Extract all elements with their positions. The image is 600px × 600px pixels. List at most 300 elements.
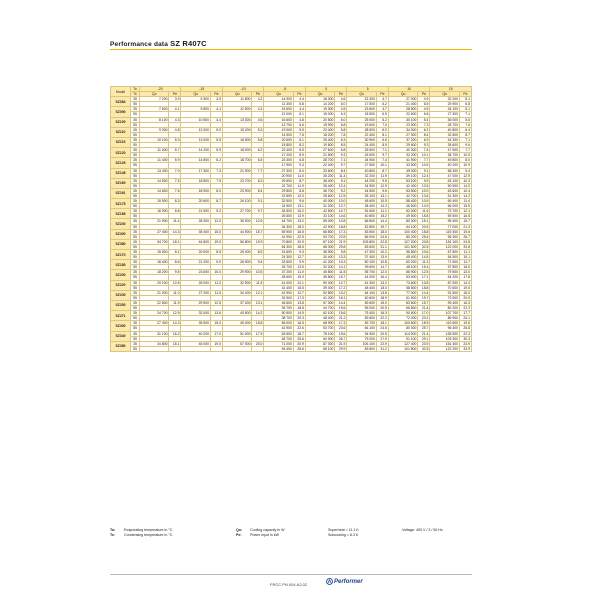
pe-cell: 10.3 — [335, 260, 347, 265]
qo-cell: 34 400 — [222, 290, 251, 295]
pe-cell: 13.1 — [252, 300, 264, 305]
pe-cell: 5.2 — [376, 117, 388, 122]
pe-cell: 19.6 — [335, 306, 347, 311]
pe-cell: 18.0 — [376, 229, 388, 234]
pe-cell: 28.6 — [293, 346, 305, 351]
qo-cell: 42 900 — [264, 326, 293, 331]
performance-table — [110, 86, 472, 352]
pe-cell: 11.9 — [293, 183, 305, 188]
pe-header: Pe — [376, 92, 388, 97]
qo-cell: 15 500 — [140, 250, 169, 255]
qo-cell: 10 500 — [181, 117, 210, 122]
pe-cell: 18.8 — [293, 306, 305, 311]
tc-cell: 55 — [131, 275, 140, 280]
tc-header: Tc — [131, 92, 140, 97]
pe-cell: 9.8 — [335, 250, 347, 255]
tc-cell: 55 — [131, 214, 140, 219]
qo-cell: 27 000 — [388, 97, 417, 102]
title-rule — [110, 49, 472, 50]
qo-cell: 19 300 — [305, 107, 334, 112]
qo-cell: 30 100 — [388, 117, 417, 122]
qo-cell: 41 000 — [264, 280, 293, 285]
qo-cell: 38 700 — [430, 153, 460, 158]
pe-cell: 15.1 — [418, 219, 430, 224]
qo-cell: 47 300 — [347, 250, 376, 255]
tc-cell: 35 — [131, 199, 140, 204]
qo-cell: 14 200 — [305, 102, 334, 107]
qo-cell: 32 800 — [430, 132, 460, 137]
qo-cell: 9 800 — [181, 107, 210, 112]
qo-cell: 19 800 — [305, 143, 334, 148]
pe-cell: 13.6 — [210, 311, 222, 316]
qo-cell: 39 600 — [347, 265, 376, 270]
pe-cell: 12.1 — [460, 209, 472, 214]
pe-cell: 11.4 — [460, 199, 472, 204]
qo-cell: 54 500 — [430, 255, 460, 260]
qo-cell: 32 200 — [430, 97, 460, 102]
pe-cell: 17.3 — [293, 295, 305, 300]
pe-cell: 31.1 — [376, 244, 388, 249]
qo-cell: 41 200 — [305, 295, 334, 300]
qo-cell: 14 500 — [264, 132, 293, 137]
tc-cell: 35 — [131, 239, 140, 244]
model-cell: SZ240 — [111, 219, 131, 229]
qo-cell: 122 000 — [430, 244, 460, 249]
pe-cell: 7.1 — [460, 112, 472, 117]
qo-cell: 44 700 — [264, 219, 293, 224]
qo-cell: 119 500 — [430, 321, 460, 326]
qo-cell: 18 800 — [181, 178, 210, 183]
qo-cell: 42 900 — [264, 290, 293, 295]
pe-cell: 4.1 — [169, 107, 181, 112]
pe-cell: 30.3 — [460, 336, 472, 341]
qo-cell: 23 600 — [347, 107, 376, 112]
model-cell: SZ271 — [111, 311, 131, 321]
qo-cell: 26 100 — [222, 199, 251, 204]
pe-cell: 10.2 — [376, 250, 388, 255]
pe-cell: 13.9 — [376, 255, 388, 260]
qo-cell: 61 300 — [347, 280, 376, 285]
pe-cell: 12.5 — [335, 193, 347, 198]
qo-cell: 101 800 — [388, 346, 417, 351]
qo-cell: 107 700 — [430, 311, 460, 316]
pe-cell: 7.6 — [460, 122, 472, 127]
qo-cell: 17 500 — [347, 102, 376, 107]
qo-cell: 34 800 — [140, 341, 169, 346]
pe-cell: 14.4 — [376, 219, 388, 224]
qo-cell: 24 400 — [347, 143, 376, 148]
qo-cell: 11 300 — [264, 102, 293, 107]
pe-cell: 18.1 — [335, 295, 347, 300]
qo-header: Qo — [305, 92, 334, 97]
qo-cell: 73 900 — [430, 295, 460, 300]
pe-cell: 6.5 — [293, 148, 305, 153]
qo-cell: 23 700 — [222, 178, 251, 183]
qo-cell: 35 800 — [305, 275, 334, 280]
footer-rule — [110, 574, 472, 575]
qo-cell: 49 000 — [388, 168, 417, 173]
qo-cell: 25 900 — [430, 102, 460, 107]
pe-cell: 5.4 — [418, 117, 430, 122]
model-cell: SZ120 — [111, 148, 131, 158]
pe-cell: 12.0 — [210, 219, 222, 224]
pe-cell: 29.8 — [335, 244, 347, 249]
qo-cell: 28 300 — [181, 219, 210, 224]
qo-cell: 45 800 — [305, 270, 334, 275]
qo-cell: 55 700 — [347, 270, 376, 275]
legend-superheat: Superheat = 11.1 K — [328, 528, 359, 532]
qo-cell: 49 500 — [388, 214, 417, 219]
qo-cell: 26 200 — [305, 173, 334, 178]
qo-cell: 48 400 — [347, 285, 376, 290]
pe-cell: 7.0 — [376, 122, 388, 127]
pe-cell: 29.9 — [335, 346, 347, 351]
pe-cell: 13.8 — [418, 280, 430, 285]
qo-cell: 31 200 — [305, 204, 334, 209]
qo-cell: 44 000 — [347, 275, 376, 280]
pe-cell: 21.9 — [335, 341, 347, 346]
qo-cell: 62 000 — [388, 209, 417, 214]
pe-cell: 14.4 — [418, 290, 430, 295]
pe-header: Pe — [335, 92, 347, 97]
qo-cell: 39 400 — [305, 285, 334, 290]
pe-cell: 16.0 — [460, 265, 472, 270]
pe-cell: 9.2 — [210, 209, 222, 214]
pe-cell: 15.0 — [293, 275, 305, 280]
qo-cell: 30 400 — [305, 255, 334, 260]
tc-cell: 35 — [131, 127, 140, 132]
qo-cell: 33 500 — [264, 260, 293, 265]
temp-header: -5 — [264, 87, 306, 92]
pe-header: Pe — [460, 92, 472, 97]
pe-cell: 16.4 — [376, 275, 388, 280]
pe-cell: 6.2 — [376, 102, 388, 107]
pe-cell: 23.6 — [335, 326, 347, 331]
pe-cell: 20.5 — [418, 224, 430, 229]
qo-cell: 23 400 — [305, 127, 334, 132]
pe-cell: 5.5 — [210, 137, 222, 142]
qo-cell: 8 100 — [140, 117, 169, 122]
pe-cell: 6.8 — [418, 112, 430, 117]
tc-cell: 55 — [131, 336, 140, 341]
qo-cell: 66 000 — [347, 234, 376, 239]
qo-cell: 40 300 — [388, 148, 417, 153]
pe-cell: 6.2 — [252, 148, 264, 153]
pe-cell: 20.9 — [293, 341, 305, 346]
pe-cell: 15.1 — [460, 255, 472, 260]
qo-cell: 40 800 — [430, 127, 460, 132]
qo-cell: 30 900 — [347, 137, 376, 142]
pe-cell: 6.1 — [293, 137, 305, 142]
qo-cell: 38 900 — [305, 250, 334, 255]
tc-cell: 55 — [131, 316, 140, 321]
qo-cell: 21 400 — [388, 102, 417, 107]
qo-cell: 35 600 — [430, 143, 460, 148]
qo-cell: 23 900 — [222, 188, 251, 193]
pe-cell: 7.1 — [460, 137, 472, 142]
pe-cell: 18.1 — [376, 321, 388, 326]
pe-cell: 12.7 — [335, 280, 347, 285]
qo-cell: 127 400 — [388, 341, 417, 346]
qo-cell: 31 100 — [140, 331, 169, 336]
pe-cell: 5.0 — [210, 127, 222, 132]
qo-cell: 40 500 — [222, 311, 251, 316]
pe-cell: 6.0 — [376, 127, 388, 132]
qo-cell: 64 100 — [388, 224, 417, 229]
pe-cell: 6.6 — [293, 122, 305, 127]
qo-cell: 53 500 — [388, 188, 417, 193]
qo-cell: 11 800 — [222, 97, 251, 102]
pe-cell: 15.4 — [418, 265, 430, 270]
qo-cell: 119 300 — [430, 229, 460, 234]
pe-cell: 7.7 — [418, 158, 430, 163]
pe-cell: 8.6 — [169, 260, 181, 265]
pe-cell: 20.5 — [376, 331, 388, 336]
legend-col-1 — [110, 528, 172, 538]
pe-cell: 12.0 — [293, 193, 305, 198]
pe-cell: 9.7 — [376, 153, 388, 158]
qo-cell: 70 800 — [264, 239, 293, 244]
tc-cell: 35 — [131, 280, 140, 285]
qo-cell: 83 600 — [347, 244, 376, 249]
pe-cell: 9.3 — [418, 143, 430, 148]
qo-cell: 48 600 — [347, 199, 376, 204]
pe-cell: 17.0 — [418, 311, 430, 316]
qo-cell: 71 500 — [430, 260, 460, 265]
tc-cell: 55 — [131, 326, 140, 331]
pe-cell: 3.9 — [210, 97, 222, 102]
title-model: SZ R407C — [170, 39, 207, 48]
pe-cell: 12.5 — [210, 300, 222, 305]
model-cell: SZ090 — [111, 107, 131, 117]
pe-cell: 18.9 — [376, 295, 388, 300]
qo-cell: 22 400 — [347, 132, 376, 137]
pe-cell: 28.5 — [293, 244, 305, 249]
model-cell: SZ185 — [111, 209, 131, 219]
tc-cell: 55 — [131, 204, 140, 209]
qo-cell: 45 000 — [181, 341, 210, 346]
qo-cell: 48 100 — [388, 265, 417, 270]
pe-cell: 10.0 — [418, 188, 430, 193]
qo-cell: 20 600 — [264, 137, 293, 142]
pe-cell: 9.4 — [460, 168, 472, 173]
qo-cell: 15 900 — [140, 199, 169, 204]
tc-cell: 35 — [131, 188, 140, 193]
pe-cell: 32.5 — [418, 244, 430, 249]
pe-cell: 8.0 — [460, 158, 472, 163]
tc-cell: 35 — [131, 178, 140, 183]
pe-cell: 9.2 — [335, 188, 347, 193]
qo-cell: 26 900 — [222, 260, 251, 265]
qo-cell: 34 900 — [347, 183, 376, 188]
model-cell: SZ230 — [111, 290, 131, 300]
pe-cell: 21.4 — [418, 331, 430, 336]
pe-cell: 4.2 — [252, 97, 264, 102]
qo-cell: 58 400 — [388, 199, 417, 204]
pe-cell: 15.0 — [460, 290, 472, 295]
qo-cell: 50 900 — [430, 183, 460, 188]
tc-cell: 35 — [131, 321, 140, 326]
qo-cell: 68 000 — [305, 244, 334, 249]
pe-cell: 8.8 — [169, 209, 181, 214]
to-header: To — [131, 87, 140, 92]
model-cell: SZ148 — [111, 168, 131, 178]
qo-cell: 9 300 — [140, 127, 169, 132]
pe-cell: 8.1 — [169, 250, 181, 255]
tc-cell: 55 — [131, 102, 140, 107]
qo-cell: 66 100 — [347, 326, 376, 331]
pe-cell: 17.3 — [335, 229, 347, 234]
qo-cell: 55 000 — [305, 219, 334, 224]
pe-cell: 13.1 — [293, 204, 305, 209]
tc-cell: 55 — [131, 163, 140, 168]
qo-cell: 36 400 — [305, 178, 334, 183]
pe-cell: 24.6 — [376, 326, 388, 331]
qo-cell: 22 600 — [388, 112, 417, 117]
pe-cell: 13.6 — [418, 193, 430, 198]
pe-cell: 6.8 — [293, 158, 305, 163]
pe-cell: 10.5 — [376, 199, 388, 204]
qo-cell: 40 800 — [347, 168, 376, 173]
qo-cell: 87 500 — [430, 280, 460, 285]
title-prefix: Performance data — [110, 41, 169, 48]
qo-cell: 55 900 — [264, 229, 293, 234]
qo-cell: 22 800 — [140, 300, 169, 305]
model-cell: SZ300 — [111, 229, 131, 239]
qo-cell: 13 300 — [222, 117, 251, 122]
qo-cell: 60 900 — [305, 336, 334, 341]
qo-cell: 32 900 — [264, 295, 293, 300]
pe-cell: 6.2 — [210, 158, 222, 163]
pe-cell: 7.6 — [169, 188, 181, 193]
qo-cell: 72 400 — [388, 316, 417, 321]
tc-cell: 55 — [131, 306, 140, 311]
qo-cell: 66 900 — [388, 270, 417, 275]
pe-cell: 10.3 — [460, 178, 472, 183]
pe-cell: 7.9 — [210, 178, 222, 183]
pe-cell: 8.9 — [376, 143, 388, 148]
pe-cell: 22.6 — [293, 326, 305, 331]
qo-cell: 47 000 — [430, 173, 460, 178]
pe-cell: 11.0 — [210, 280, 222, 285]
pe-cell: 10.5 — [252, 270, 264, 275]
qo-cell: 36 700 — [305, 188, 334, 193]
qo-cell: 32 200 — [347, 173, 376, 178]
qo-cell: 48 400 — [305, 316, 334, 321]
qo-cell: 63 500 — [264, 331, 293, 336]
pe-cell: 10.9 — [460, 163, 472, 168]
qo-cell: 29 600 — [388, 143, 417, 148]
qo-cell: 37 400 — [347, 255, 376, 260]
qo-cell: 22 800 — [264, 193, 293, 198]
qo-cell: 16 600 — [264, 117, 293, 122]
pe-cell: 6.4 — [460, 127, 472, 132]
pe-cell: 16.3 — [376, 311, 388, 316]
pe-cell: 8.2 — [293, 143, 305, 148]
qo-cell: 21 200 — [181, 260, 210, 265]
table-row — [111, 346, 472, 351]
pe-cell: 24.8 — [460, 239, 472, 244]
qo-cell: 51 600 — [347, 209, 376, 214]
qo-cell: 14 500 — [140, 178, 169, 183]
pe-cell: 24.9 — [460, 341, 472, 346]
pe-cell: 4.4 — [293, 107, 305, 112]
qo-cell: 23 600 — [181, 270, 210, 275]
pe-cell: 12.6 — [252, 219, 264, 224]
pe-cell: 8.1 — [376, 132, 388, 137]
qo-cell: 114 000 — [388, 331, 417, 336]
qo-cell: 10 100 — [140, 137, 169, 142]
pe-cell: 32.5 — [418, 346, 430, 351]
pe-cell: 18.0 — [376, 285, 388, 290]
qo-cell: 57 000 — [222, 341, 251, 346]
pe-cell: 7.7 — [460, 148, 472, 153]
pe-cell: 7.8 — [335, 132, 347, 137]
qo-cell: 21 500 — [305, 153, 334, 158]
pe-cell: 13.3 — [335, 255, 347, 260]
pe-header: Pe — [293, 92, 305, 97]
qo-cell: 28 700 — [305, 158, 334, 163]
pe-cell: 15.8 — [252, 321, 264, 326]
pe-cell: 26.7 — [335, 336, 347, 341]
qo-cell: 32 200 — [388, 153, 417, 158]
qo-cell: 25 400 — [305, 137, 334, 142]
pe-cell: 14.9 — [293, 311, 305, 316]
qo-header: Qo — [181, 92, 210, 97]
pe-cell: 6.2 — [418, 127, 430, 132]
qo-cell: 63 600 — [430, 188, 460, 193]
pe-cell: 10.9 — [418, 199, 430, 204]
pe-cell: 6.0 — [335, 102, 347, 107]
qo-cell: 83 800 — [347, 346, 376, 351]
pe-cell: 4.4 — [210, 117, 222, 122]
pe-cell: 7.4 — [376, 158, 388, 163]
qo-cell: 27 400 — [140, 321, 169, 326]
model-cell: SZ180 — [111, 260, 131, 270]
qo-cell: 61 500 — [388, 295, 417, 300]
pe-cell: 13.2 — [376, 280, 388, 285]
qo-cell: 73 700 — [430, 209, 460, 214]
pe-cell: 21.9 — [335, 239, 347, 244]
pe-cell: 10.1 — [418, 153, 430, 158]
pe-cell: 9.6 — [293, 199, 305, 204]
pe-cell: 10.0 — [210, 270, 222, 275]
performer-logo-icon — [326, 578, 333, 585]
pe-cell: 3.9 — [169, 97, 181, 102]
pe-cell: 9.3 — [293, 250, 305, 255]
qo-cell: 83 700 — [347, 321, 376, 326]
pe-cell: 5.8 — [293, 102, 305, 107]
tc-cell: 55 — [131, 122, 140, 127]
qo-cell: 22 400 — [305, 163, 334, 168]
qo-cell: 25 000 — [347, 117, 376, 122]
model-cell: SZ084 — [111, 97, 131, 107]
qo-cell: 99 400 — [430, 300, 460, 305]
pe-cell: 16.5 — [293, 229, 305, 234]
qo-cell: 73 600 — [388, 280, 417, 285]
pe-cell: 8.7 — [376, 168, 388, 173]
tc-cell: 35 — [131, 260, 140, 265]
pe-cell: 13.0 — [460, 270, 472, 275]
pe-cell: 8.4 — [252, 188, 264, 193]
pe-cell: 5.1 — [460, 97, 472, 102]
model-cell: SZ175 — [111, 199, 131, 209]
qo-cell: 25 700 — [264, 265, 293, 270]
qo-cell: 41 900 — [388, 158, 417, 163]
pe-cell: 12.1 — [293, 280, 305, 285]
legend-pe: Pe: Power input in kW — [236, 533, 279, 537]
pe-cell: 20.0 — [252, 341, 264, 346]
